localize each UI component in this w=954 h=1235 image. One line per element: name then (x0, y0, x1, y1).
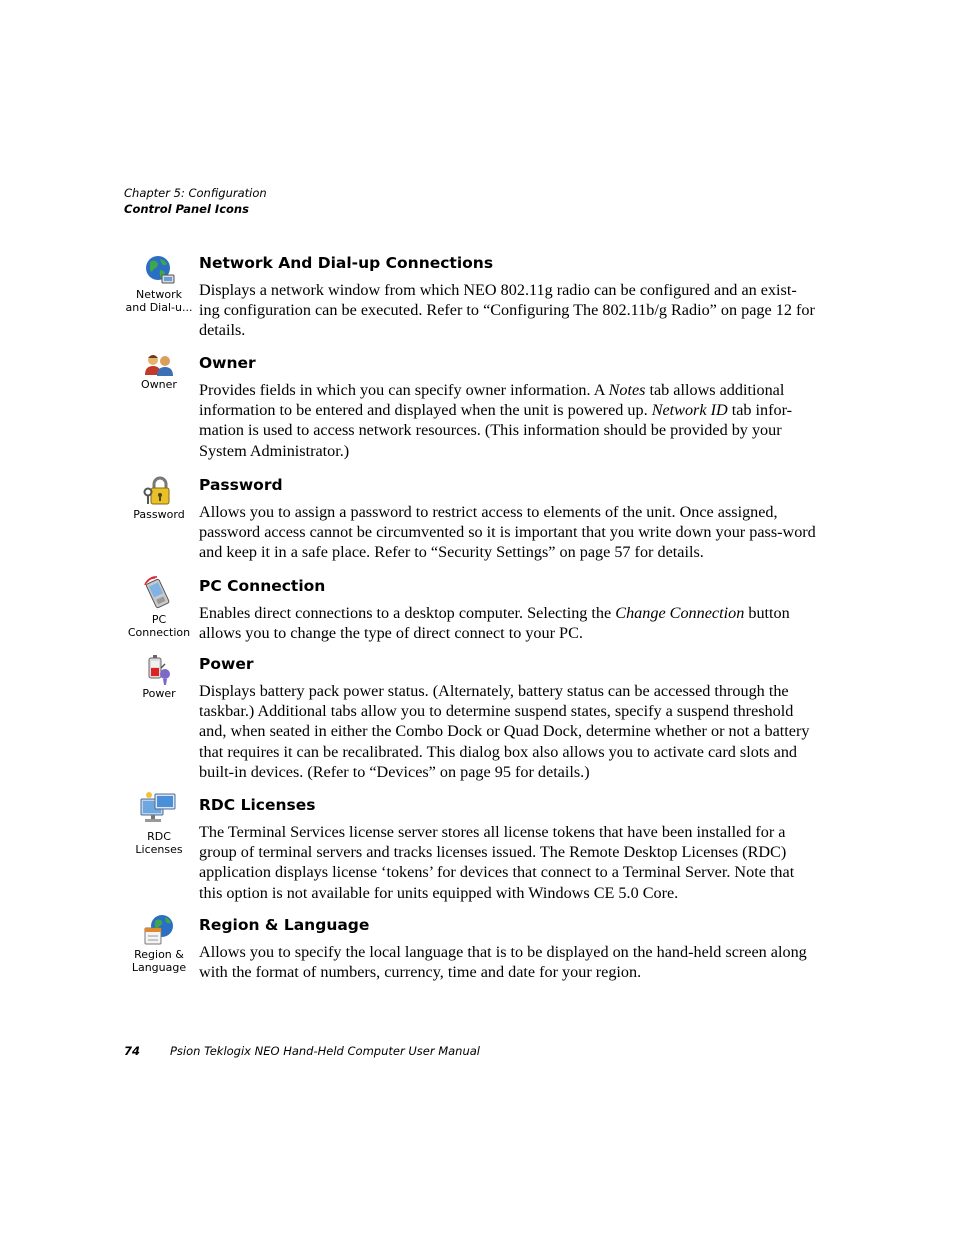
entry-title: Power (199, 655, 254, 673)
manual-title: Psion Teklogix NEO Hand-Held Computer User Manual (170, 1044, 480, 1058)
pc-connection-icon (142, 576, 176, 612)
entry-title: Password (199, 476, 283, 494)
rdc-licenses-icon (139, 791, 179, 829)
region-language-icon (142, 913, 176, 947)
entry-body: Allows you to specify the local language that is to be displayed on the hand-held screen along with the format of numbers, currency, time and date for your region. (199, 943, 807, 982)
region-language-icon-label: Region & Language (131, 948, 187, 974)
rdc-licenses-icon-block[interactable] (124, 791, 194, 856)
running-header (124, 185, 267, 217)
padlock-keys-icon (142, 475, 176, 507)
password-icon-block[interactable] (124, 475, 194, 521)
password-icon-label: Password (133, 508, 185, 521)
pc-connection-icon-label: PC Connection (127, 613, 191, 639)
entry-body: The Terminal Services license server stores all license tokens that have been installed for a group of terminal servers and tracks licenses issued. The Remote Desktop Licenses (RDC) application displays license ‘tokens’ for devices that connect to a Terminal Server. Note that this option is not available for units equipped with Windows CE 5.0 Core. (199, 823, 795, 902)
entry-body: Allows you to assign a password to restrict access to elements of the unit. Once assigned, password access cannot be circumvented so it is important that you write down your pass-word and keep it in a safe place. Refer to “Security Settings” on page 57 for details. (199, 503, 816, 562)
entry-body: Provides fields in which you can specify owner information. A Notes tab allows additional information to be entered and displayed when the unit is powered up. Network ID tab infor-mation is used to access network resources. (This information should be provided by your System Administrator.) (199, 381, 793, 460)
region-language-icon-block[interactable] (124, 913, 194, 974)
entry-title: PC Connection (199, 577, 326, 595)
page-number: 74 (124, 1044, 141, 1058)
owner-icon-label: Owner (141, 378, 177, 391)
owner-icon-block[interactable] (124, 353, 194, 391)
chapter-title: Chapter 5: Configuration (124, 186, 267, 200)
entry-title: RDC Licenses (199, 796, 316, 814)
network-icon-block[interactable] (124, 253, 194, 314)
power-icon-block[interactable] (124, 654, 194, 700)
power-battery-icon (142, 654, 176, 686)
entry-title: Owner (199, 354, 256, 372)
pc-connection-icon-block[interactable] (124, 576, 194, 639)
rdc-licenses-icon-label: RDC Licenses (135, 830, 183, 856)
entry-title: Network And Dial-up Connections (199, 254, 494, 272)
entry-body: Displays battery pack power status. (Alternately, battery status can be accessed through the taskbar.) Additional tabs allow you to determine suspend states, specify a suspend threshold and, when seated in either the Combo Dock or Quad Dock, determine whether or not a battery that requires it can be recalibrated. This dialog box also allows you to activate card slots and built-in devices. (Refer to “Devices” on page 95 for details.) (199, 682, 810, 781)
power-icon-label: Power (142, 687, 176, 700)
entry-body: Displays a network window from which NEO 802.11g radio can be configured and an exist-ing configuration can be executed. Refer to “Configuring The 802.11b/g Radio” on page 12 for details. (199, 281, 815, 340)
network-icon-label: Network and Dial-u... (125, 288, 193, 314)
owner-people-icon (142, 353, 176, 377)
entry-body: Enables direct connections to a desktop computer. Selecting the Change Connection button allows you to change the type of direct connect to your PC. (199, 604, 790, 643)
section-title: Control Panel Icons (124, 202, 249, 216)
globe-network-icon (142, 253, 176, 287)
running-footer (124, 1043, 480, 1059)
entry-title: Region & Language (199, 916, 370, 934)
